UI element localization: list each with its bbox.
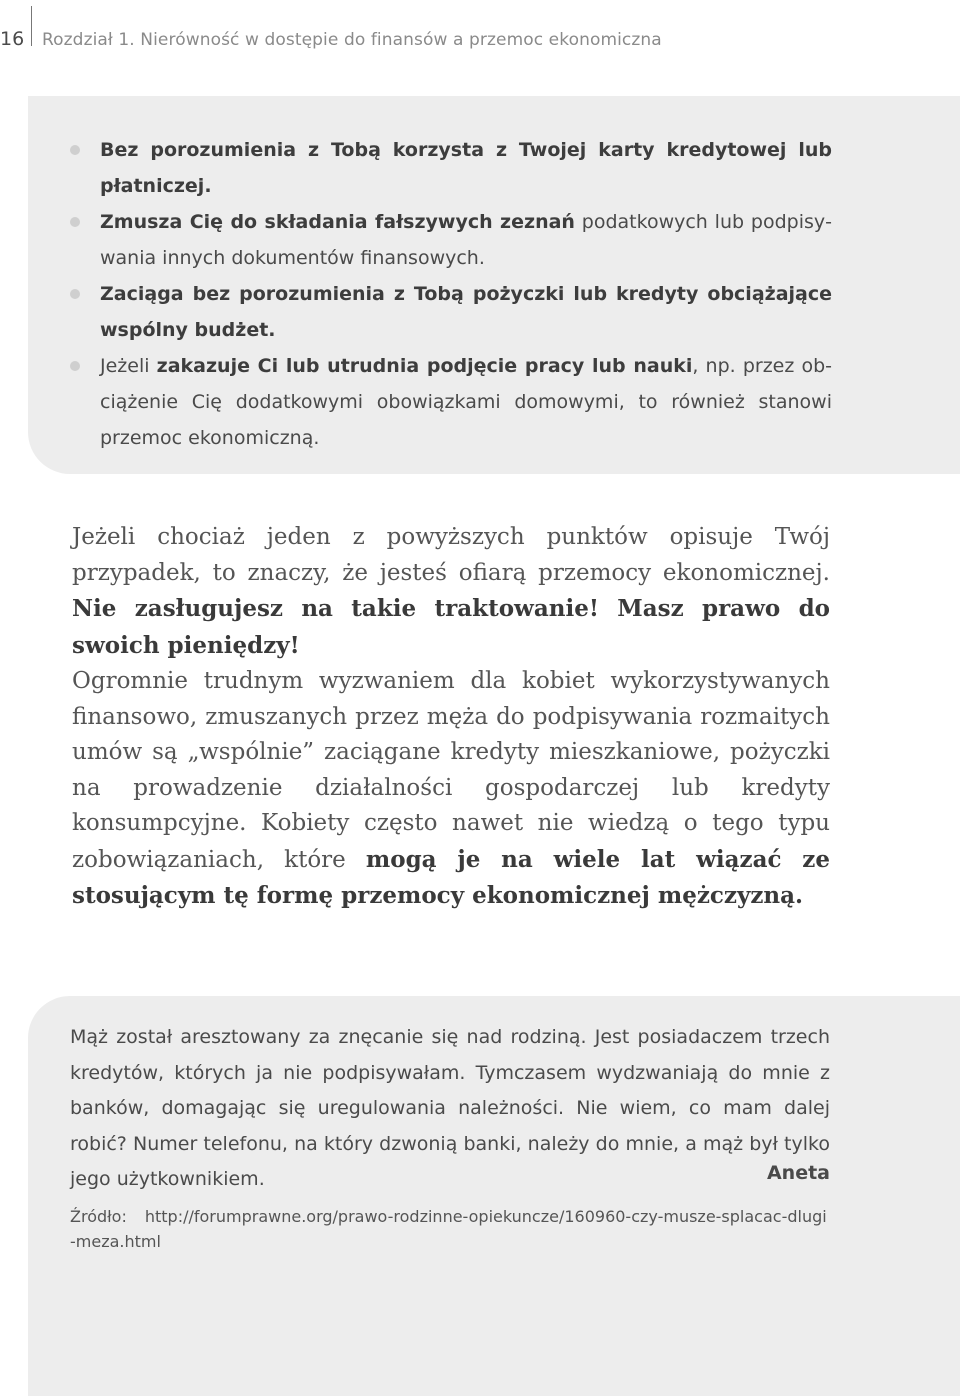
bullet-text: , np. przez obciążenie Cię dodatkowymi obowiązkami domowymi, to również stanowi przemoc ekonomiczną.	[100, 355, 833, 449]
quote-text: Mąż został aresztowany za znęcanie się nad rodziną. Jest posiadaczem trzech kredytów, których ja nie podpisywałam. Tymczasem wydzwaniają do mnie z banków, domagając się uregulowania należności. Nie wiem, co mam dalej robić? Numer telefonu, na który dzwonią banki, należy do mnie, a mąż był tylko jego użytkownikiem.	[70, 1026, 830, 1190]
paragraph-bold-text: Nie zasługujesz na takie traktowanie! Masz prawo do swoich pieniędzy!	[72, 595, 830, 659]
bullet-icon	[70, 217, 80, 227]
bullet-bold-text: zakazuje Ci lub utrudnia podjęcie pracy lub nauki	[156, 355, 693, 377]
list-item	[70, 348, 832, 456]
bullet-icon	[70, 289, 80, 299]
source-label: Źródło:	[70, 1207, 127, 1226]
paragraph-bold-text: mogą je na wiele lat wiązać ze stosującym tę formę przemocy ekonomicznej mężczyzną.	[72, 845, 830, 909]
source-line	[70, 1204, 830, 1254]
list-item	[70, 276, 832, 348]
list-item	[70, 204, 832, 276]
list-item	[70, 132, 832, 204]
quote-author: Aneta	[766, 1162, 830, 1184]
paragraph	[28, 664, 830, 915]
bullet-icon	[70, 361, 80, 371]
bullet-bold-text: Zaciąga bez porozumienia z Tobą pożyczki lub kredyty obciążające wspólny budżet.	[100, 283, 832, 341]
bullet-bold-text: Zmusza Cię do składania fałszywych zeznań	[100, 211, 575, 233]
running-head: Rozdział 1. Nierówność w dostępie do finansów a przemoc ekonomiczna	[42, 30, 662, 50]
source-link[interactable]: http://forumprawne.org/prawo-rodzinne-opiekuncze/160960-czy-musze-splacac-dlugi -meza.html	[70, 1207, 827, 1251]
bullet-text: podatkowych lub podpisywania innych dokumentów finansowych.	[100, 211, 832, 269]
body-text	[28, 520, 830, 915]
bullet-prefix: Jeżeli	[100, 355, 157, 377]
page-number: 16	[0, 28, 25, 50]
paragraph-text: Ogromnie trudnym wyzwaniem dla kobiet wykorzystywanych finansowo, zmuszanych przez męża do podpisywania rozmaitych umów są „wspólnie” zaciągane kredyty mieszkaniowe, pożyczki na prowadzenie działalności gospodarczej lub kredyty konsumpcyjne. Kobiety często nawet nie wiedzą o tego typu zobowiązaniach, które	[72, 668, 830, 873]
bullet-bold-text: Bez porozumienia z Tobą korzysta z Twojej karty kredytowej lub płatniczej.	[100, 139, 832, 197]
bullet-icon	[70, 145, 80, 155]
header-divider	[31, 6, 32, 46]
paragraph	[28, 520, 830, 664]
paragraph-text: Jeżeli chociaż jeden z powyższych punktów opisuje Twój przypadek, to znaczy, że jesteś ofiarą przemocy ekonomicznej.	[72, 524, 830, 586]
bullet-list	[70, 132, 832, 456]
